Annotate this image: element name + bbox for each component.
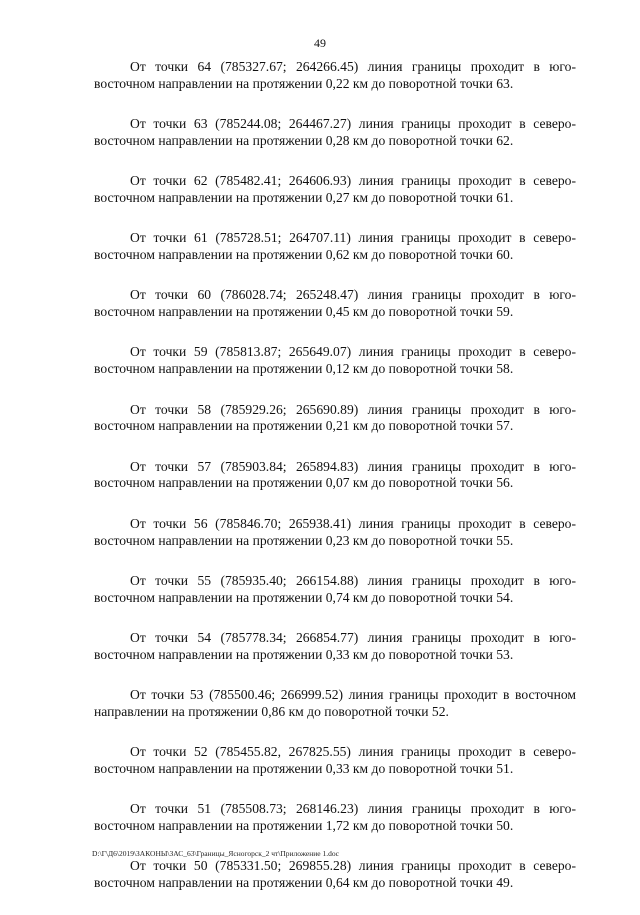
paragraph-point-64 <box>94 59 576 93</box>
paragraph-line: восточном направлении на протяжении 0,28 км до поворотной точки 62. <box>94 132 514 148</box>
paragraph-line: От точки 55 (785935.40; 266154.88) линия границы проходит в юго- <box>130 572 576 588</box>
paragraph-point-59 <box>94 344 576 378</box>
paragraph-line: От точки 60 (786028.74; 265248.47) линия границы проходит в юго- <box>130 287 576 303</box>
paragraph-point-55 <box>94 573 576 607</box>
paragraph-line: направлении на протяжении 0,86 км до поворотной точки 52. <box>94 703 449 719</box>
paragraph-point-51 <box>94 801 576 835</box>
paragraph-line: восточном направлении на протяжении 0,23 км до поворотной точки 55. <box>94 532 514 548</box>
paragraph-line: восточном направлении на протяжении 0,12 км до поворотной точки 58. <box>94 361 514 377</box>
paragraph-point-54 <box>94 630 576 664</box>
paragraph-line: восточном направлении на протяжении 0,45 км до поворотной точки 59. <box>94 304 514 320</box>
paragraph-line: От точки 54 (785778.34; 266854.77) линия границы проходит в юго- <box>130 629 576 645</box>
paragraph-line: От точки 63 (785244.08; 264467.27) линия границы проходит в северо- <box>130 116 576 132</box>
paragraph-point-57 <box>94 459 576 493</box>
page-number: 49 <box>314 36 326 50</box>
paragraph-line: восточном направлении на протяжении 0,33 км до поворотной точки 53. <box>94 646 514 662</box>
paragraph-line: восточном направлении на протяжении 0,64 км до поворотной точки 49. <box>94 875 514 891</box>
paragraph-point-60 <box>94 287 576 321</box>
paragraph-point-62 <box>94 173 576 207</box>
paragraph-line: От точки 50 (785331.50; 269855.28) линия границы проходит в северо- <box>130 858 576 874</box>
paragraph-line: восточном направлении на протяжении 0,33 км до поворотной точки 51. <box>94 760 514 776</box>
paragraph-line: восточном направлении на протяжении 0,74 км до поворотной точки 54. <box>94 589 514 605</box>
paragraph-point-58 <box>94 402 576 436</box>
paragraph-point-61 <box>94 230 576 264</box>
paragraph-line: восточном направлении на протяжении 0,07 км до поворотной точки 56. <box>94 475 514 491</box>
paragraph-line: От точки 51 (785508.73; 268146.23) линия границы проходит в юго- <box>130 801 576 817</box>
paragraph-line: От точки 52 (785455.82, 267825.55) линия границы проходит в северо- <box>130 744 576 760</box>
document-body <box>94 59 576 915</box>
paragraph-line: От точки 56 (785846.70; 265938.41) линия границы проходит в северо- <box>130 515 576 531</box>
paragraph-point-52 <box>94 744 576 778</box>
paragraph-point-50 <box>94 858 576 892</box>
footer-file-path: D:\Г\Д6\2019\ЗАКОНЫ\ЗАС_63\Границы_Ясногорск_2 чт\Приложение 1.doc <box>92 849 339 858</box>
paragraph-line: От точки 59 (785813.87; 265649.07) линия границы проходит в северо- <box>130 344 576 360</box>
paragraph-line: От точки 57 (785903.84; 265894.83) линия границы проходит в юго- <box>130 458 576 474</box>
paragraph-line: От точки 53 (785500.46; 266999.52) линия границы проходит в восточном <box>130 687 576 703</box>
paragraph-line: восточном направлении на протяжении 0,27 км до поворотной точки 61. <box>94 189 514 205</box>
paragraph-point-56 <box>94 516 576 550</box>
paragraph-point-63 <box>94 116 576 150</box>
paragraph-line: восточном направлении на протяжении 1,72 км до поворотной точки 50. <box>94 818 514 834</box>
paragraph-line: восточном направлении на протяжении 0,22 км до поворотной точки 63. <box>94 75 514 91</box>
paragraph-line: От точки 64 (785327.67; 264266.45) линия границы проходит в юго- <box>130 59 576 74</box>
paragraph-line: восточном направлении на протяжении 0,21 км до поворотной точки 57. <box>94 418 514 434</box>
paragraph-line: От точки 61 (785728.51; 264707.11) линия границы проходит в северо- <box>130 230 576 246</box>
paragraph-line: От точки 62 (785482.41; 264606.93) линия границы проходит в северо- <box>130 173 576 189</box>
paragraph-line: От точки 58 (785929.26; 265690.89) линия границы проходит в юго- <box>130 401 576 417</box>
paragraph-point-53 <box>94 687 576 721</box>
paragraph-line: восточном направлении на протяжении 0,62 км до поворотной точки 60. <box>94 247 514 263</box>
